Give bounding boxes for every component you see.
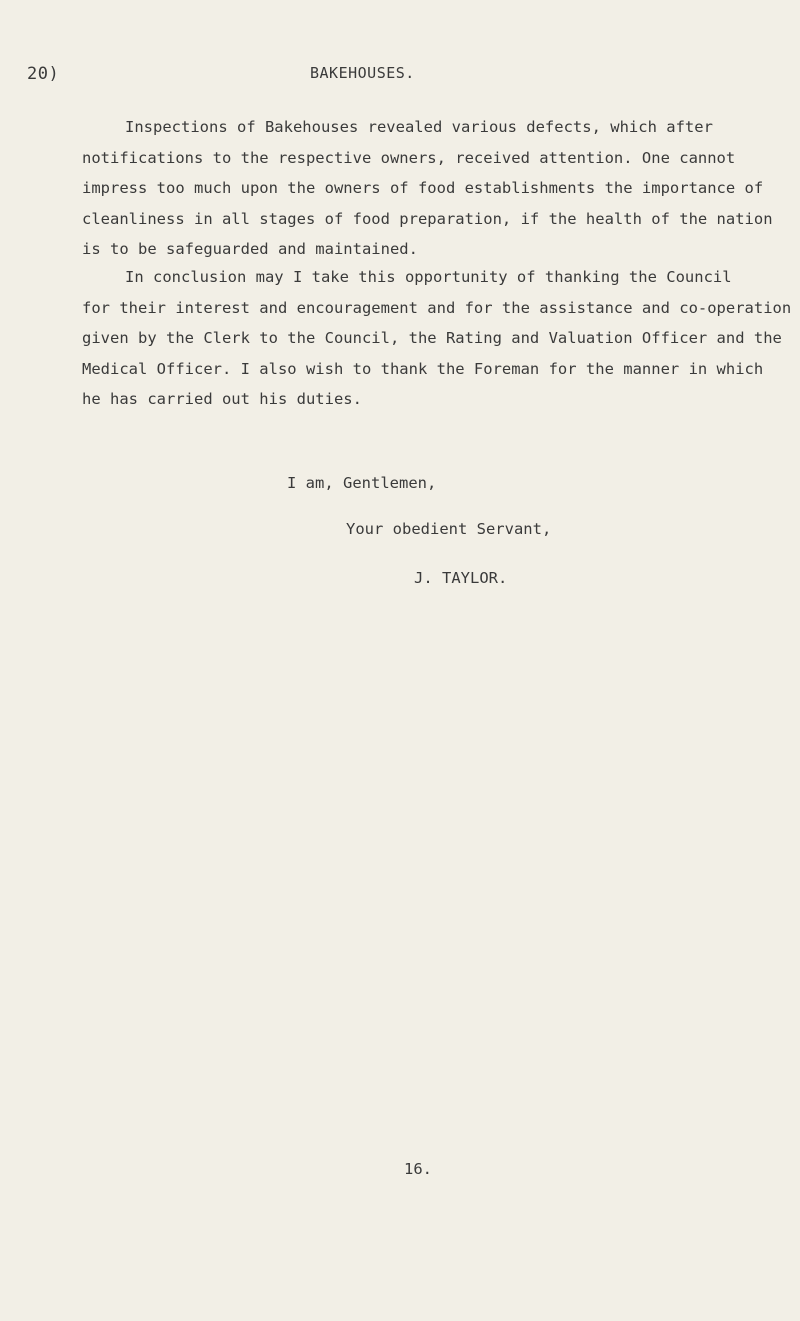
paragraph-conclusion — [82, 262, 792, 415]
section-title: BAKEHOUSES. — [310, 64, 415, 82]
paragraph-line: given by the Clerk to the Council, the Rating and Valuation Officer and the — [82, 329, 782, 347]
signature-name: J. TAYLOR. — [414, 569, 508, 587]
paragraph-line: In conclusion may I take this opportunity of thanking the Council — [125, 268, 732, 286]
paragraph-line: cleanliness in all stages of food preparation, if the health of the nation — [82, 209, 773, 228]
paragraph-line: impress too much upon the owners of food establishments the importance of — [82, 179, 764, 197]
paragraph-line: Inspections of Bakehouses revealed various defects, which after — [125, 118, 713, 136]
footer-page-number: 16. — [404, 1160, 432, 1178]
header-page-number: 20) — [27, 64, 60, 84]
paragraph-line: is to be safeguarded and maintained. — [82, 240, 418, 258]
paragraph-bakehouses — [82, 112, 773, 265]
paragraph-line: notifications to the respective owners, received attention. One cannot — [82, 148, 736, 167]
closing-valediction: Your obedient Servant, — [346, 520, 552, 538]
paragraph-line: Medical Officer. I also wish to thank the Foreman for the manner in which — [82, 359, 764, 378]
paragraph-line: he has carried out his duties. — [82, 390, 362, 408]
closing-salutation: I am, Gentlemen, — [287, 474, 437, 492]
paragraph-line: for their interest and encouragement and for the assistance and co-operation — [82, 298, 792, 317]
